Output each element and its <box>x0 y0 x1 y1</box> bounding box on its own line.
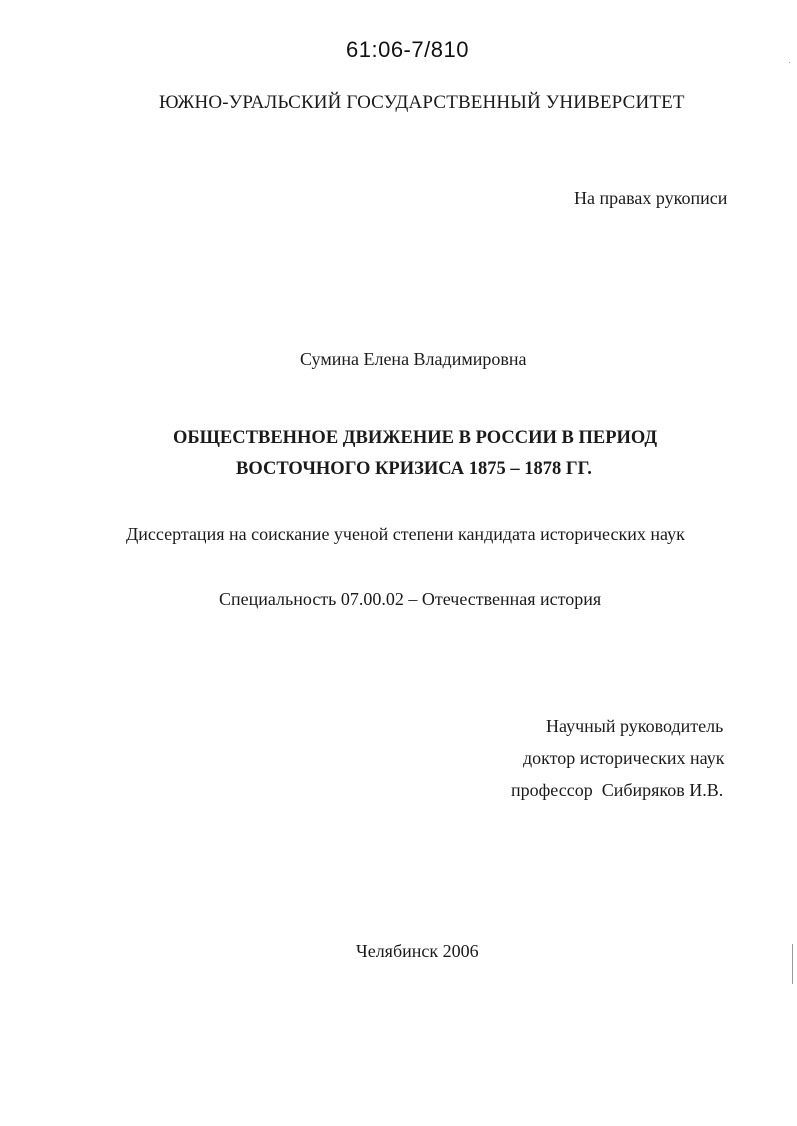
manuscript-note: На правах рукописи <box>574 188 728 208</box>
scan-speck <box>789 62 790 63</box>
university-name: ЮЖНО-УРАЛЬСКИЙ ГОСУДАРСТВЕННЫЙ УНИВЕРСИТЕТ <box>159 92 685 113</box>
dissertation-title-line-2: ВОСТОЧНОГО КРИЗИСА 1875 – 1878 ГГ. <box>236 459 592 479</box>
dissertation-title-line-1: ОБЩЕСТВЕННОЕ ДВИЖЕНИЕ В РОССИИ В ПЕРИОД <box>173 428 658 448</box>
supervisor-name: профессор Сибиряков И.В. <box>511 780 724 800</box>
degree-statement: Диссертация на соискание ученой степени кандидата исторических наук <box>126 524 685 544</box>
archive-code: 61:06-7/810 <box>346 37 469 62</box>
supervisor-role: Научный руководитель <box>546 716 724 736</box>
scan-speck <box>792 944 793 984</box>
specialty-line: Специальность 07.00.02 – Отечественная история <box>219 589 602 609</box>
city-year: Челябинск 2006 <box>356 941 479 961</box>
author-name: Сумина Елена Владимировна <box>300 349 527 369</box>
supervisor-degree: доктор исторических наук <box>523 748 725 768</box>
